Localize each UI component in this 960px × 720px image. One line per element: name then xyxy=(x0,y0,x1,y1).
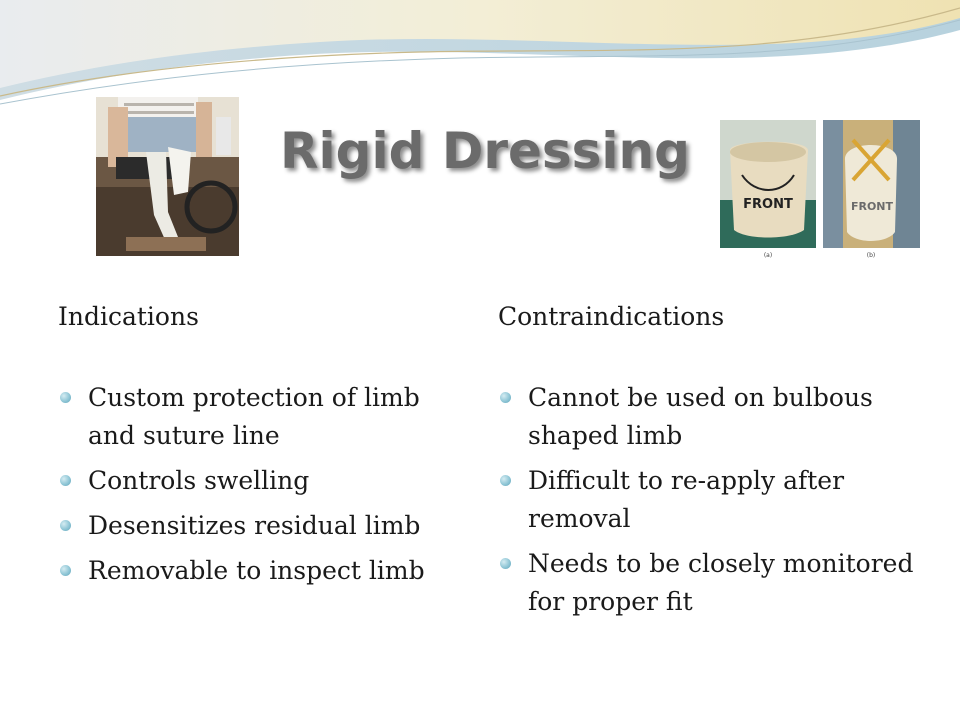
contraindications-column xyxy=(498,302,918,628)
list-item: Desensitizes residual limb xyxy=(58,507,458,545)
bullet-icon xyxy=(500,475,511,486)
bullet-icon xyxy=(500,392,511,403)
slide-title: Rigid Dressing xyxy=(280,122,690,180)
indications-heading: Indications xyxy=(58,302,199,331)
list-item: Controls swelling xyxy=(58,462,458,500)
photo-a-front-label: FRONT xyxy=(743,197,793,212)
wheelchair-dressing-photo xyxy=(96,97,239,256)
bullet-icon xyxy=(500,558,511,569)
bullet-icon xyxy=(60,565,71,576)
bullet-icon xyxy=(60,520,71,531)
header-swoosh xyxy=(0,0,960,110)
contraindications-list xyxy=(498,379,918,621)
list-item: Removable to inspect limb xyxy=(58,552,458,590)
list-item: Custom protection of limb and suture line xyxy=(58,379,458,455)
indications-column xyxy=(58,302,458,597)
list-item: Needs to be closely monitored for proper fit xyxy=(498,545,918,621)
list-item: Cannot be used on bulbous shaped limb xyxy=(498,379,918,455)
indications-list xyxy=(58,379,458,590)
contraindications-heading: Contraindications xyxy=(498,302,725,331)
photo-b-caption: (b) xyxy=(866,252,876,259)
front-socket-photo-b xyxy=(823,120,920,260)
photo-a-caption: (a) xyxy=(763,252,773,259)
photo-b-front-label: FRONT xyxy=(850,200,894,213)
list-item: Difficult to re-apply after removal xyxy=(498,462,918,538)
bullet-icon xyxy=(60,392,71,403)
bullet-icon xyxy=(60,475,71,486)
front-socket-photo-a xyxy=(720,120,816,260)
